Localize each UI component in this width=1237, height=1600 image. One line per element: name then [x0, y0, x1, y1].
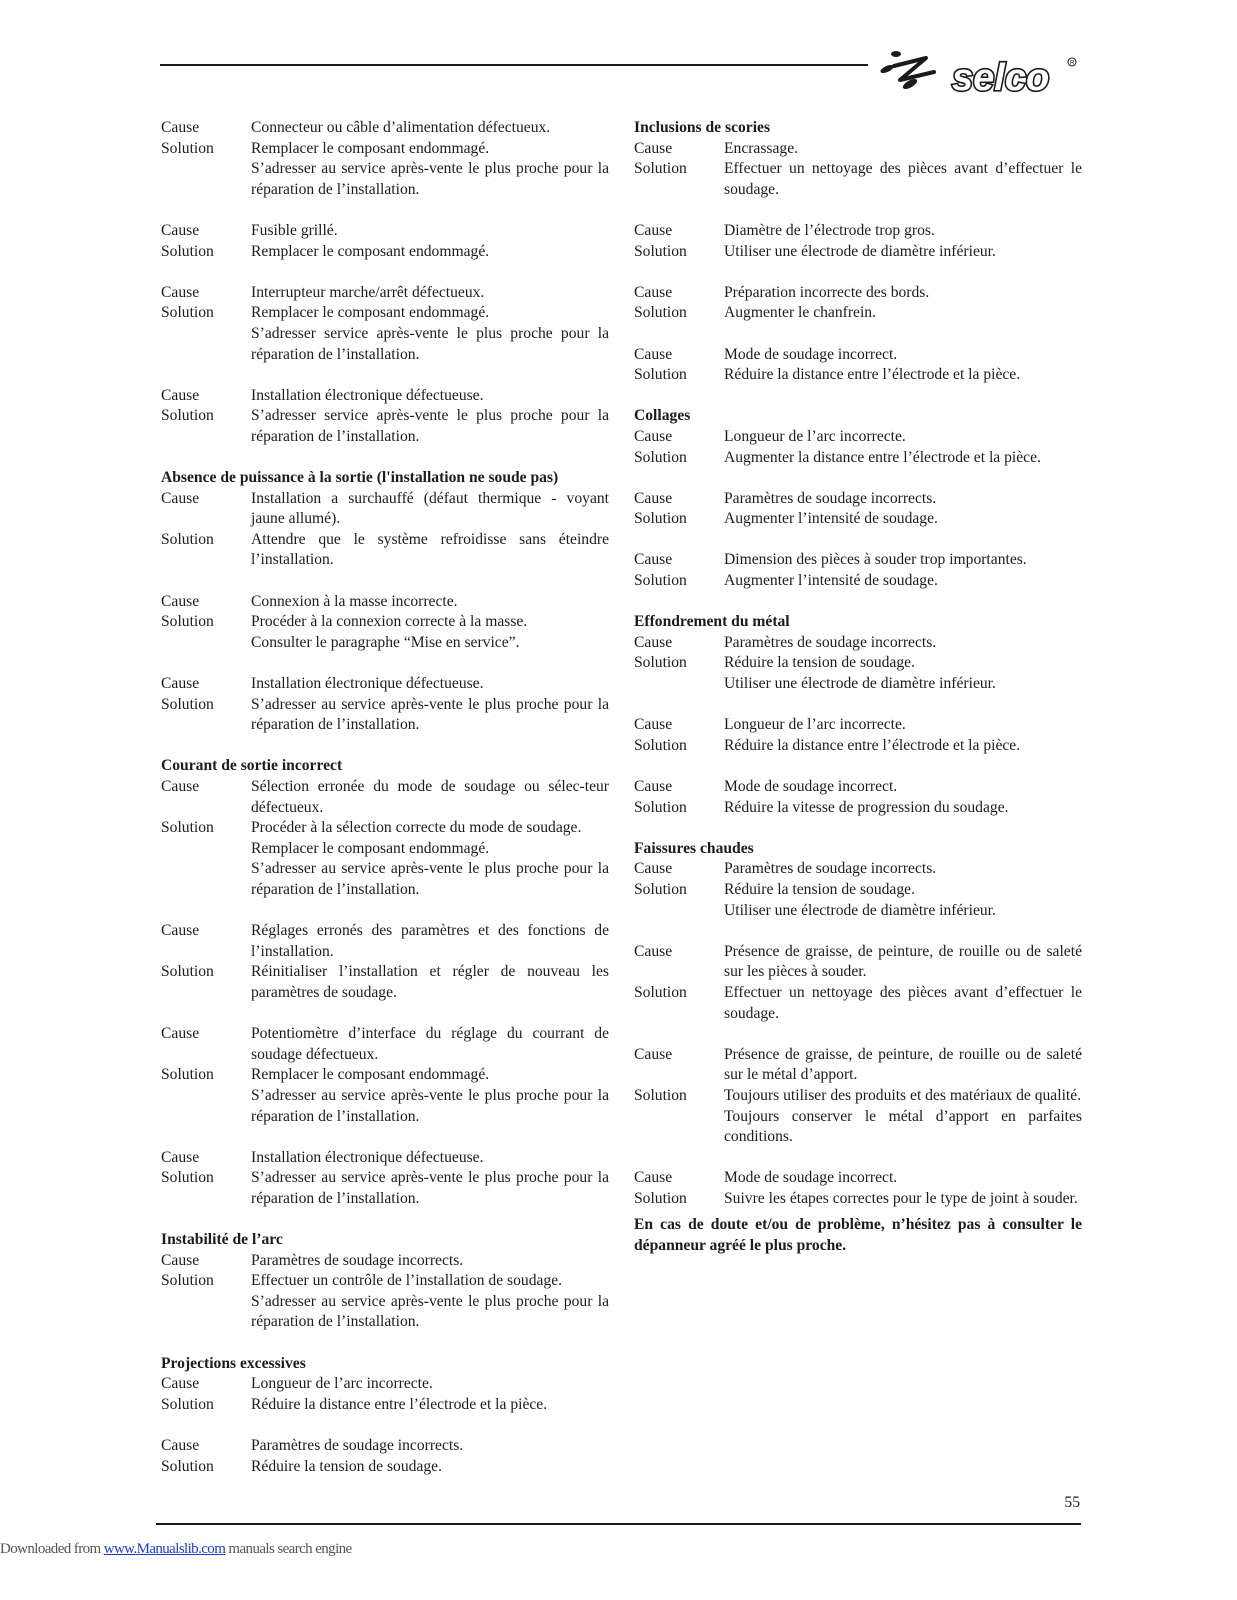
- solution-entry: [634, 798, 1082, 819]
- solution-entry: [634, 880, 1082, 901]
- footer-suffix: manuals search engine: [225, 1541, 352, 1557]
- spacer: [161, 736, 609, 757]
- cause-entry: [161, 674, 609, 695]
- entry-label: [161, 324, 251, 365]
- spacer: [161, 653, 609, 674]
- entry-text: Procéder à la connexion correcte à la masse.: [251, 613, 528, 631]
- cause-entry: [161, 592, 609, 613]
- section-heading: Inclusions de scories: [634, 119, 771, 136]
- entry-label: Solution: [161, 1395, 214, 1413]
- manualslib-link[interactable]: www.Manualslib.com: [103, 1541, 226, 1557]
- cause-entry: [634, 550, 1082, 571]
- entry-label: Cause: [161, 778, 200, 795]
- entry-text: S’adresser au service après-vente le plus proche pour la réparation de l’installation.: [251, 160, 609, 198]
- entry-text: Paramètres de soudage incorrects.: [251, 1251, 464, 1269]
- solution-entry: [161, 1065, 609, 1086]
- solution-entry: [634, 448, 1082, 469]
- continuation-entry: [161, 1292, 609, 1333]
- cause-entry: [161, 221, 609, 242]
- entry-label: Solution: [634, 1086, 687, 1104]
- entry-text: Connecteur ou câble d’alimentation défectueux.: [251, 119, 551, 136]
- selco-logo: [874, 44, 1080, 100]
- solution-entry: [634, 736, 1082, 757]
- section-heading: Absence de puissance à la sortie (l'installation ne soude pas): [161, 469, 559, 487]
- entry-text: Augmenter la distance entre l’électrode et la pièce.: [724, 448, 1041, 466]
- continuation-entry: [161, 324, 609, 365]
- entry-label: Cause: [161, 221, 200, 239]
- entry-label: Solution: [634, 880, 687, 898]
- cause-entry: [161, 1024, 609, 1065]
- entry-label: Cause: [161, 1148, 200, 1166]
- solution-entry: [161, 406, 609, 447]
- entry-label: Cause: [634, 283, 673, 301]
- spacer: [634, 530, 1082, 551]
- entry-text: Dimension des pièces à souder trop importantes.: [724, 551, 1027, 569]
- entry-text: Utiliser une électrode de diamètre inférieur.: [724, 675, 996, 693]
- solution-entry: [161, 1271, 609, 1292]
- spacer: [161, 1004, 609, 1025]
- cause-entry: [634, 489, 1082, 510]
- section-heading: Effondrement du métal: [634, 613, 790, 631]
- cause-entry: [161, 1436, 609, 1457]
- spacer: [634, 468, 1082, 489]
- solution-entry: [634, 571, 1082, 592]
- cause-entry: [161, 1251, 609, 1272]
- entry-label: Solution: [634, 736, 687, 754]
- entry-text: Paramètres de soudage incorrects.: [724, 633, 937, 651]
- entry-text: Longueur de l’arc incorrecte.: [724, 427, 906, 445]
- continuation-entry: [634, 901, 1082, 922]
- entry-text: Remplacer le composant endommagé.: [251, 304, 490, 322]
- cause-entry: [634, 283, 1082, 304]
- entry-label: Solution: [634, 654, 687, 672]
- entry-text: Utiliser une électrode de diamètre inférieur.: [724, 901, 996, 919]
- entry-label: Solution: [161, 1169, 214, 1187]
- entry-text: Diamètre de l’électrode trop gros.: [724, 221, 935, 239]
- entry-text: Potentiomètre d’interface du réglage du courrant de soudage défectueux.: [251, 1025, 609, 1063]
- section-heading: Instabilité de l’arc: [161, 1231, 283, 1249]
- entry-text: Installation a surchauffé (défaut thermique - voyant jaune allumé).: [251, 489, 609, 528]
- cause-entry: [634, 345, 1082, 366]
- cause-entry: [161, 386, 609, 407]
- entry-label: [161, 1292, 251, 1333]
- entry-text: Encrassage.: [724, 139, 799, 157]
- entry-label: [634, 674, 724, 695]
- entry-label: Cause: [634, 427, 673, 445]
- entry-label: Cause: [161, 119, 200, 136]
- spacer: [634, 386, 1082, 407]
- entry-text: Réduire la distance entre l’électrode et la pièce.: [724, 366, 1021, 384]
- entry-text: S’adresser service après-vente le plus proche pour la réparation de l’installation.: [251, 324, 609, 363]
- entry-label: [161, 859, 251, 900]
- spacer: [634, 262, 1082, 283]
- solution-entry: [161, 303, 609, 324]
- solution-entry: [634, 509, 1082, 530]
- entry-label: [161, 633, 251, 654]
- spacer: [161, 1127, 609, 1148]
- left-column: [161, 118, 609, 1477]
- entry-label: [634, 1107, 724, 1148]
- entry-text: Effectuer un contrôle de l’installation de soudage.: [251, 1272, 563, 1290]
- cause-entry: [161, 118, 609, 139]
- entry-text: Augmenter le chanfrein.: [724, 304, 876, 322]
- solution-entry: [161, 1395, 609, 1416]
- entry-label: Solution: [634, 366, 687, 384]
- entry-label: Cause: [634, 716, 673, 734]
- spacer: [161, 1415, 609, 1436]
- entry-label: [161, 839, 251, 860]
- entry-text: Effectuer un nettoyage des pièces avant d’effectuer le soudage.: [724, 983, 1082, 1022]
- entry-text: S’adresser au service après-vente le plus proche pour la réparation de l’installation.: [251, 1292, 609, 1331]
- entry-label: Cause: [634, 860, 673, 878]
- entry-text: S’adresser au service après-vente le plus proche pour la réparation de l’installation.: [251, 1169, 609, 1207]
- entry-label: Solution: [634, 304, 687, 322]
- spacer: [161, 365, 609, 386]
- logo-wordmark: selco: [952, 57, 1050, 99]
- continuation-entry: [161, 1086, 609, 1127]
- entry-label: Cause: [161, 283, 200, 301]
- cause-entry: [161, 283, 609, 304]
- entry-label: Cause: [161, 675, 200, 693]
- solution-entry: [161, 818, 609, 839]
- entry-text: Réduire la tension de soudage.: [251, 1457, 442, 1475]
- svg-text:R: R: [1070, 60, 1075, 67]
- download-footer: [0, 1541, 352, 1558]
- continuation-entry: [161, 839, 609, 860]
- entry-text: Consulter le paragraphe “Mise en service”.: [251, 633, 520, 651]
- cause-entry: [634, 633, 1082, 654]
- entry-label: Solution: [161, 530, 214, 548]
- entry-text: Procéder à la sélection correcte du mode de soudage.: [251, 819, 582, 837]
- continuation-entry: [161, 859, 609, 900]
- entry-text: Paramètres de soudage incorrects.: [724, 489, 937, 507]
- entry-label: Cause: [161, 1437, 200, 1454]
- continuation-entry: [634, 1107, 1082, 1148]
- entry-label: Solution: [161, 1066, 214, 1084]
- entry-label: Solution: [161, 1457, 214, 1475]
- entry-label: Cause: [161, 489, 200, 507]
- entry-text: Mode de soudage incorrect.: [724, 1169, 898, 1187]
- entry-label: Solution: [161, 139, 214, 157]
- solution-entry: [161, 242, 609, 263]
- entry-text: S’adresser au service après-vente le plus proche pour la réparation de l’installation.: [251, 860, 609, 898]
- entry-text: Réduire la distance entre l’électrode et la pièce.: [724, 736, 1021, 754]
- entry-text: Réinitialiser l’installation et régler de nouveau les paramètres de soudage.: [251, 963, 609, 1001]
- spacer: [161, 448, 609, 469]
- spacer: [161, 200, 609, 221]
- entry-label: Cause: [161, 386, 200, 404]
- solution-entry: [634, 159, 1082, 200]
- cause-entry: [634, 859, 1082, 880]
- solution-entry: [161, 530, 609, 571]
- spacer: [161, 901, 609, 922]
- entry-text: Longueur de l’arc incorrecte.: [251, 1375, 433, 1393]
- solution-entry: [161, 1457, 609, 1478]
- entry-label: Solution: [161, 613, 214, 631]
- entry-label: Solution: [161, 304, 214, 322]
- cause-entry: [161, 777, 609, 818]
- entry-text: Préparation incorrecte des bords.: [724, 283, 930, 301]
- solution-entry: [634, 1086, 1082, 1107]
- entry-text: Réduire la tension de soudage.: [724, 880, 915, 898]
- cause-entry: [634, 777, 1082, 798]
- entry-label: Cause: [634, 489, 673, 507]
- footer-rule: [156, 1523, 1081, 1525]
- entry-text: S’adresser au service après-vente le plus proche pour la réparation de l’installation.: [251, 695, 609, 734]
- right-column: [634, 118, 1082, 1257]
- entry-text: Interrupteur marche/arrêt défectueux.: [251, 283, 485, 301]
- entry-label: Solution: [634, 983, 687, 1001]
- spacer: [634, 1024, 1082, 1045]
- solution-entry: [634, 365, 1082, 386]
- entry-label: Solution: [634, 510, 687, 528]
- entry-label: Cause: [634, 345, 673, 363]
- entry-text: Installation électronique défectueuse.: [251, 386, 484, 404]
- entry-label: Cause: [161, 1025, 200, 1043]
- cause-entry: [161, 489, 609, 530]
- solution-entry: [634, 983, 1082, 1024]
- continuation-entry: [161, 159, 609, 200]
- entry-label: Solution: [634, 242, 687, 260]
- solution-entry: [161, 139, 609, 160]
- entry-label: Solution: [161, 819, 214, 837]
- entry-label: Cause: [634, 633, 673, 651]
- entry-text: Présence de graisse, de peinture, de rouille ou de saleté sur le métal d’apport.: [724, 1045, 1082, 1084]
- entry-label: Solution: [161, 695, 214, 713]
- solution-entry: [161, 1168, 609, 1209]
- footer-prefix: Downloaded from: [0, 1541, 104, 1557]
- continuation-entry: [161, 633, 609, 654]
- entry-text: Réduire la vitesse de progression du soudage.: [724, 798, 1009, 816]
- entry-label: [161, 1086, 251, 1127]
- entry-label: Solution: [634, 448, 687, 466]
- entry-label: Cause: [634, 551, 673, 569]
- spacer: [634, 200, 1082, 221]
- entry-label: Solution: [161, 407, 214, 425]
- spacer: [634, 756, 1082, 777]
- section-heading: Projections excessives: [161, 1354, 306, 1372]
- entry-text: Mode de soudage incorrect.: [724, 345, 898, 363]
- spacer: [634, 921, 1082, 942]
- spacer: [161, 1209, 609, 1230]
- entry-text: Réglages erronés des paramètres et des fonctions de l’installation.: [251, 922, 609, 960]
- entry-text: Paramètres de soudage incorrects.: [251, 1437, 464, 1454]
- entry-text: Présence de graisse, de peinture, de rouille ou de saleté sur les pièces à souder.: [724, 942, 1082, 981]
- cause-entry: [161, 921, 609, 962]
- entry-text: Réduire la tension de soudage.: [724, 654, 915, 672]
- entry-label: Cause: [161, 1375, 200, 1393]
- entry-text: Réduire la distance entre l’électrode et la pièce.: [251, 1395, 548, 1413]
- entry-label: [634, 901, 724, 922]
- entry-text: Effectuer un nettoyage des pièces avant d’effectuer le soudage.: [724, 160, 1082, 198]
- solution-entry: [634, 653, 1082, 674]
- solution-entry: [161, 612, 609, 633]
- spacer: [634, 324, 1082, 345]
- entry-text: Augmenter l’intensité de soudage.: [724, 572, 938, 590]
- solution-entry: [634, 1189, 1082, 1210]
- entry-label: Solution: [634, 572, 687, 590]
- cause-entry: [634, 221, 1082, 242]
- spacer: [634, 818, 1082, 839]
- entry-label: Solution: [161, 1272, 214, 1290]
- entry-label: Solution: [634, 1189, 687, 1207]
- entry-label: Cause: [634, 1169, 673, 1187]
- entry-text: Toujours utiliser des produits et des matériaux de qualité.: [724, 1086, 1082, 1104]
- entry-text: Remplacer le composant endommagé.: [251, 1066, 490, 1084]
- page-number: 55: [1064, 1494, 1080, 1511]
- entry-text: Paramètres de soudage incorrects.: [724, 860, 937, 878]
- cause-entry: [161, 1148, 609, 1169]
- entry-label: Cause: [161, 922, 200, 940]
- spacer: [161, 571, 609, 592]
- entry-text: Installation électronique défectueuse.: [251, 1148, 484, 1166]
- entry-text: Sélection erronée du mode de soudage ou sélec-teur défectueux.: [251, 778, 609, 816]
- entry-text: Mode de soudage incorrect.: [724, 778, 898, 795]
- closing-note: En cas de doute et/ou de problème, n’hésitez pas à consulter le dépanneur agréé le plus proche.: [634, 1216, 1082, 1255]
- entry-text: Longueur de l’arc incorrecte.: [724, 716, 906, 734]
- section-heading: Courant de sortie incorrect: [161, 757, 343, 775]
- spacer: [634, 1148, 1082, 1169]
- cause-entry: [634, 139, 1082, 160]
- cause-entry: [634, 427, 1082, 448]
- entry-label: Cause: [634, 139, 673, 157]
- entry-text: S’adresser service après-vente le plus proche pour la réparation de l’installation.: [251, 407, 609, 445]
- spacer: [634, 592, 1082, 613]
- entry-label: Cause: [161, 592, 200, 610]
- entry-text: Augmenter l’intensité de soudage.: [724, 510, 938, 528]
- entry-text: Attendre que le système refroidisse sans éteindre l’installation.: [251, 530, 609, 569]
- entry-text: Remplacer le composant endommagé.: [251, 139, 490, 157]
- spacer: [161, 262, 609, 283]
- entry-text: Utiliser une électrode de diamètre inférieur.: [724, 242, 996, 260]
- entry-text: S’adresser au service après-vente le plus proche pour la réparation de l’installation.: [251, 1086, 609, 1125]
- entry-text: Suivre les étapes correctes pour le type de joint à souder.: [724, 1189, 1078, 1207]
- solution-entry: [634, 242, 1082, 263]
- cause-entry: [161, 1374, 609, 1395]
- entry-label: Cause: [634, 221, 673, 239]
- header-rule: [160, 64, 868, 66]
- section-heading: Collages: [634, 407, 691, 425]
- continuation-entry: [634, 674, 1082, 695]
- cause-entry: [634, 942, 1082, 983]
- solution-entry: [161, 695, 609, 736]
- entry-label: Cause: [634, 942, 673, 960]
- entry-label: [161, 159, 251, 200]
- solution-entry: [161, 962, 609, 1003]
- entry-text: Fusible grillé.: [251, 221, 338, 239]
- solution-entry: [634, 303, 1082, 324]
- entry-label: Solution: [161, 242, 214, 260]
- entry-label: Solution: [161, 963, 214, 981]
- entry-label: Cause: [634, 1045, 673, 1063]
- entry-label: Cause: [161, 1251, 200, 1269]
- entry-label: Solution: [634, 160, 687, 178]
- entry-text: Connexion à la masse incorrecte.: [251, 592, 458, 610]
- cause-entry: [634, 715, 1082, 736]
- cause-entry: [634, 1045, 1082, 1086]
- spacer: [634, 695, 1082, 716]
- entry-text: Installation électronique défectueuse.: [251, 675, 484, 693]
- entry-text: Toujours conserver le métal d’apport en parfaites conditions.: [724, 1107, 1082, 1146]
- section-heading: Faissures chaudes: [634, 839, 754, 857]
- cause-entry: [634, 1168, 1082, 1189]
- entry-label: Cause: [634, 778, 673, 795]
- entry-label: Solution: [634, 798, 687, 816]
- entry-text: Remplacer le composant endommagé.: [251, 839, 490, 857]
- entry-text: Remplacer le composant endommagé.: [251, 242, 490, 260]
- spacer: [161, 1333, 609, 1354]
